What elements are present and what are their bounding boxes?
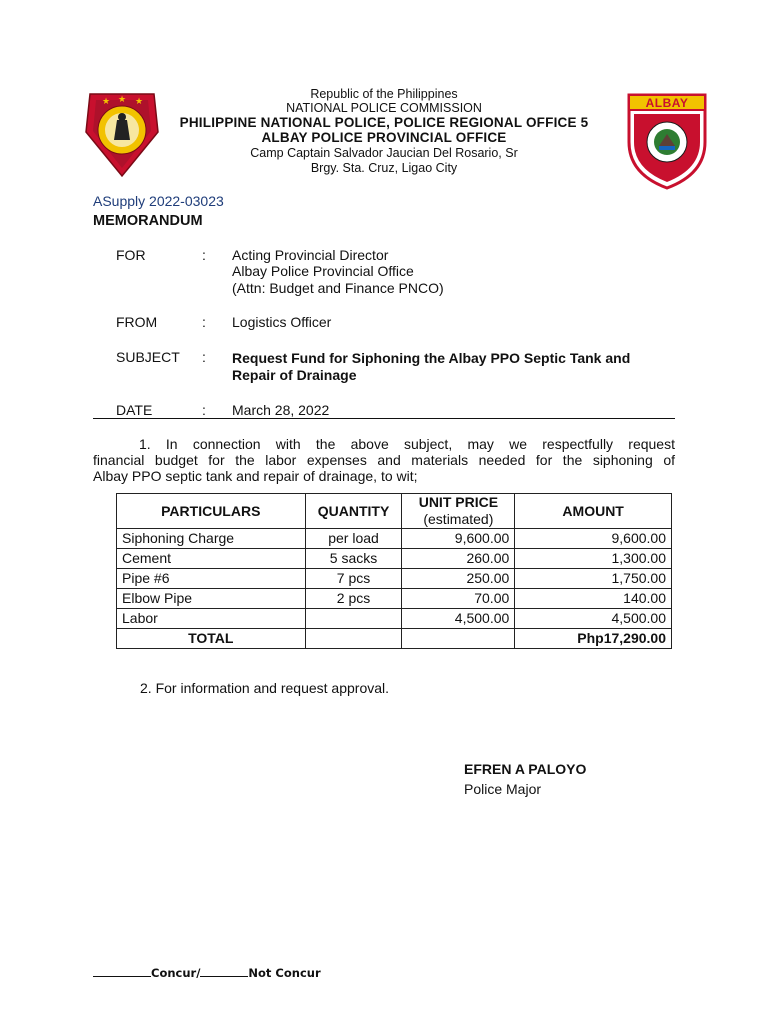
- total-empty-unit-price: [402, 629, 515, 649]
- cell-unit-price: 9,600.00: [402, 529, 515, 549]
- cell-amount: 1,750.00: [515, 569, 672, 589]
- cell-unit-price: 260.00: [402, 549, 515, 569]
- reference-number: ASupply 2022-03023: [93, 193, 224, 209]
- table-total-row: [117, 629, 672, 649]
- subject-colon: :: [202, 349, 206, 365]
- for-colon: :: [202, 247, 206, 263]
- cell-particular: Labor: [117, 609, 306, 629]
- cell-amount: 4,500.00: [515, 609, 672, 629]
- col-unit-price: [402, 494, 515, 529]
- table-row: [117, 529, 672, 549]
- para1-line-2: financial budget for the labor expenses and materials needed for the siphoning of: [93, 452, 675, 468]
- for-line-3: (Attn: Budget and Finance PNCO): [232, 280, 444, 296]
- cell-unit-price: 250.00: [402, 569, 515, 589]
- col-amount: AMOUNT: [515, 494, 672, 529]
- signatory-name: EFREN A PALOYO: [464, 761, 587, 777]
- cell-amount: 9,600.00: [515, 529, 672, 549]
- total-amount: Php17,290.00: [515, 629, 672, 649]
- from-value: Logistics Officer: [232, 314, 332, 330]
- cell-particular: Elbow Pipe: [117, 589, 306, 609]
- subject-line-1: Request Fund for Siphoning the Albay PPO Septic Tank and: [232, 350, 631, 366]
- for-line-1: Acting Provincial Director: [232, 247, 389, 263]
- cell-amount: 1,300.00: [515, 549, 672, 569]
- cell-quantity: 2 pcs: [305, 589, 402, 609]
- items-table: [116, 493, 672, 649]
- signatory-rank: Police Major: [464, 781, 542, 797]
- cell-unit-price: 70.00: [402, 589, 515, 609]
- total-label: TOTAL: [117, 629, 306, 649]
- cell-quantity: 5 sacks: [305, 549, 402, 569]
- cell-quantity: per load: [305, 529, 402, 549]
- svg-text:★: ★: [102, 97, 111, 107]
- cell-quantity: 7 pcs: [305, 569, 402, 589]
- office-line-2: ALBAY POLICE PROVINCIAL OFFICE: [261, 130, 507, 145]
- date-label: DATE: [116, 402, 153, 418]
- para1-line-1: 1. In connection with the above subject, may we respectfully request: [139, 436, 675, 452]
- svg-text:★: ★: [135, 97, 144, 107]
- commission-line: NATIONAL POLICE COMMISSION: [286, 101, 482, 115]
- header-divider: [93, 418, 675, 419]
- subject-line-2: Repair of Drainage: [232, 367, 357, 383]
- col-particulars: PARTICULARS: [117, 494, 306, 529]
- svg-text:★: ★: [118, 95, 127, 105]
- memorandum-title: MEMORANDUM: [93, 213, 203, 229]
- cell-particular: Cement: [117, 549, 306, 569]
- not-concur-blank[interactable]: [200, 966, 248, 977]
- address-line-1: Camp Captain Salvador Jaucian Del Rosario, Sr: [250, 146, 518, 160]
- cell-quantity: [305, 609, 402, 629]
- para1-line-3: Albay PPO septic tank and repair of drainage, to wit;: [93, 468, 418, 484]
- cell-particular: Pipe #6: [117, 569, 306, 589]
- not-concur-label: Not Concur: [248, 966, 321, 980]
- subject-label: SUBJECT: [116, 349, 180, 365]
- table-header-row: [117, 494, 672, 529]
- cell-unit-price: 4,500.00: [402, 609, 515, 629]
- col-quantity: QUANTITY: [305, 494, 402, 529]
- for-line-2: Albay Police Provincial Office: [232, 263, 414, 279]
- date-value: March 28, 2022: [232, 402, 330, 418]
- table-row: [117, 569, 672, 589]
- albay-seal-label: ALBAY: [645, 96, 689, 110]
- date-colon: :: [202, 402, 206, 418]
- table-row: [117, 589, 672, 609]
- office-line-1: PHILIPPINE NATIONAL POLICE, POLICE REGIONAL OFFICE 5: [179, 115, 589, 130]
- table-row: [117, 549, 672, 569]
- concur-blank[interactable]: [93, 966, 151, 977]
- cell-amount: 140.00: [515, 589, 672, 609]
- from-label: FROM: [116, 314, 158, 330]
- address-line-2: Brgy. Sta. Cruz, Ligao City: [310, 161, 458, 175]
- concur-line: [93, 966, 321, 980]
- total-empty-quantity: [305, 629, 402, 649]
- cell-particular: Siphoning Charge: [117, 529, 306, 549]
- for-label: FOR: [116, 247, 146, 263]
- para2: 2. For information and request approval.: [140, 680, 390, 696]
- unit-price-note: (estimated): [423, 511, 494, 527]
- from-colon: :: [202, 314, 206, 330]
- concur-label: Concur/: [151, 966, 201, 980]
- table-row: [117, 609, 672, 629]
- unit-price-label: UNIT PRICE: [418, 494, 499, 510]
- republic-line: Republic of the Philippines: [310, 87, 458, 101]
